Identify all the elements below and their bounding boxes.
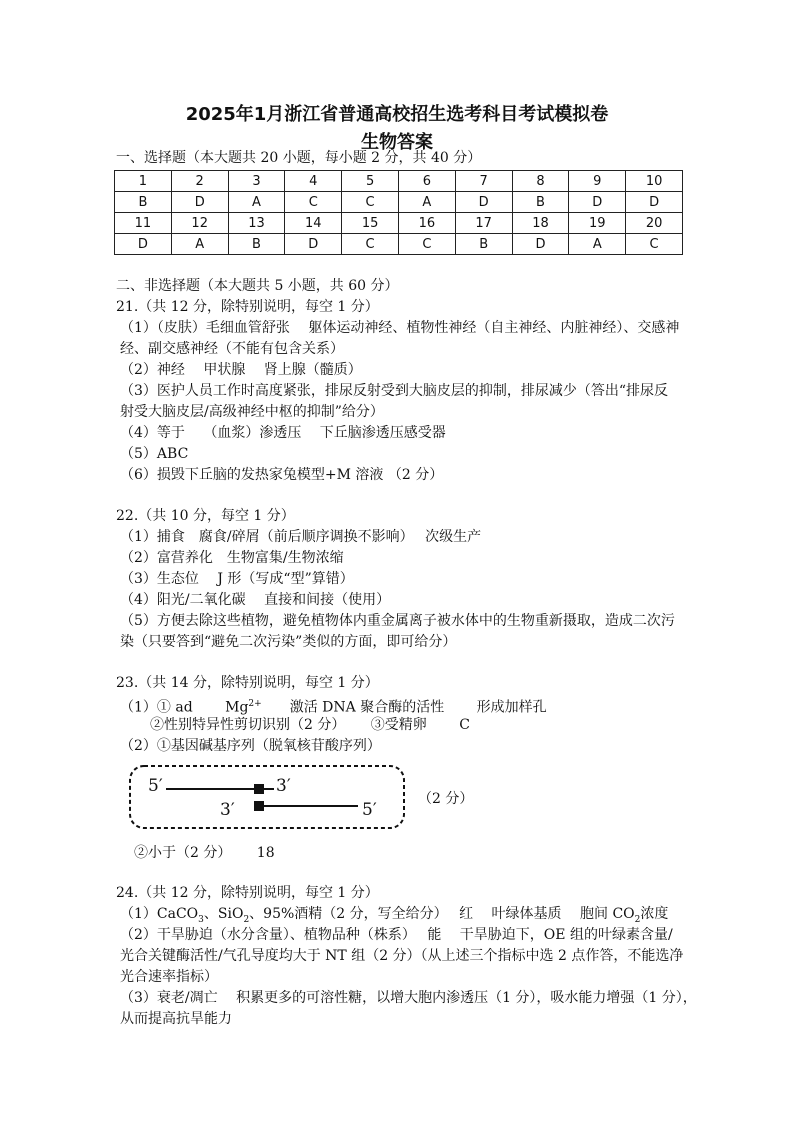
answer-table-cell: D [512, 234, 569, 255]
bottom-strand-marker [254, 801, 264, 811]
q21-line-1: （1）（皮肤）毛细血管舒张 躯体运动神经、植物性神经（自主神经、内脏神经）、交感神 [120, 320, 680, 336]
answer-table-cell: 18 [512, 213, 569, 234]
q23-line-1-sup: 2+ [248, 699, 262, 709]
q24-line-1-f: 2 [634, 914, 641, 925]
page-title: 2025年1月浙江省普通高校招生选考科目考试模拟卷 [185, 104, 609, 125]
q21-line-7: （5）ABC [120, 446, 189, 462]
q24-line-3: 光合关键酶活性/气孔导度均大于 NT 组（2 分）（从上述三个指标中选 2 点作答，不能选净 [120, 948, 684, 964]
answer-table-cell: D [285, 234, 342, 255]
q23-line-1-b: 激活 DNA 聚合酶的活性 形成加样孔 [261, 699, 547, 716]
answer-table-cell: 15 [342, 213, 399, 234]
q23-line-4: ②小于（2 分） 18 [134, 845, 275, 861]
answer-table-cell: C [342, 192, 399, 213]
answer-table-cell: 2 [171, 171, 228, 192]
answer-table-cell: 11 [115, 213, 172, 234]
q21-heading: 21.（共 12 分，除特别说明，每空 1 分） [116, 299, 379, 315]
answer-table [114, 170, 683, 255]
q24-line-1-g: 浓度 [640, 906, 669, 922]
answer-table-cell: 9 [569, 171, 626, 192]
bottom-left-label: 3′ [220, 800, 235, 820]
q22-line-3: （3）生态位 J 形（写成“型”算错） [120, 571, 354, 587]
answer-table-cell: C [626, 234, 683, 255]
answer-table-cell: 3 [228, 171, 285, 192]
q22-line-6: 染（只要答到“避免二次污染”类似的方面，即可给分） [120, 634, 457, 650]
q23-line-1-a: （1）① ad Mg [120, 699, 249, 716]
q24-line-1-c: 、SiO [203, 906, 244, 922]
answer-table-cell: B [455, 234, 512, 255]
answer-table-cell: D [569, 192, 626, 213]
q24-line-4: 光合速率指标） [120, 969, 218, 985]
q21-line-2: 经、副交感神经（不能有包含关系） [120, 341, 344, 357]
q24-line-5: （3）衰老/凋亡 积累更多的可溶性糖，以增大胞内渗透压（1 分），吸水能力增强（1 分）， [120, 990, 697, 1006]
q22-line-2: （2）富营养化 生物富集/生物浓缩 [120, 550, 344, 566]
q23-line-3: （2）①基因碱基序列（脱氧核苷酸序列） [120, 738, 381, 754]
answer-table-cell: A [171, 234, 228, 255]
answer-table-cell: 10 [626, 171, 683, 192]
answer-table-cell: D [455, 192, 512, 213]
top-strand-marker [254, 784, 264, 794]
answer-table-cell: 5 [342, 171, 399, 192]
answer-table-cell: 13 [228, 213, 285, 234]
q23-line-2: ②性别特异性剪切识别（2 分） ③受精卵 C [150, 717, 470, 733]
answer-table-cell: C [285, 192, 342, 213]
answer-table-cell: 8 [512, 171, 569, 192]
q21-line-5: 射受大脑皮层/高级神经中枢的抑制”给分） [120, 404, 384, 420]
dna-strand-svg [128, 764, 406, 830]
answer-table-row [115, 234, 683, 255]
answer-table-cell: 16 [398, 213, 455, 234]
answer-table-cell: 12 [171, 213, 228, 234]
answer-table-cell: D [115, 234, 172, 255]
q24-heading: 24.（共 12 分，除特别说明，每空 1 分） [116, 885, 379, 901]
bottom-right-label: 5′ [362, 800, 377, 820]
answer-table-cell: 17 [455, 213, 512, 234]
q22-line-5: （5）方便去除这些植物，避免植物体内重金属离子被水体中的生物重新摄取，造成二次污 [120, 613, 675, 629]
answer-table-cell: A [228, 192, 285, 213]
answer-table-cell: 20 [626, 213, 683, 234]
section1-heading: 一、选择题（本大题共 20 小题，每小题 2 分，共 40 分） [116, 150, 482, 166]
answer-table-row [115, 213, 683, 234]
q24-line-1-a: （1）CaCO [120, 906, 199, 922]
q21-line-4: （3）医护人员工作时高度紧张，排尿反射受到大脑皮层的抑制，排尿减少（答出“排尿反 [120, 383, 669, 399]
answer-table-cell: 6 [398, 171, 455, 192]
q24-line-1-e: 、95%酒精（2 分，写全给分） 红 叶绿体基质 胞间 CO [249, 906, 635, 922]
answer-table-cell: D [171, 192, 228, 213]
diagram-score: （2 分） [418, 791, 474, 807]
page-subtitle: 生物答案 [361, 132, 433, 153]
answer-table-row [115, 192, 683, 213]
answer-table-cell: 7 [455, 171, 512, 192]
q21-line-8: （6）损毁下丘脑的发热家兔模型+M 溶液 （2 分） [120, 467, 444, 483]
answer-table-cell: B [512, 192, 569, 213]
q24-line-1-b: 3 [198, 914, 204, 925]
q22-line-1: （1）捕食 腐食/碎屑（前后顺序调换不影响） 次级生产 [120, 529, 482, 545]
q24-line-6: 从而提高抗旱能力 [120, 1011, 232, 1027]
answer-table-cell: C [398, 234, 455, 255]
answer-table-cell: B [115, 192, 172, 213]
section2-heading: 二、非选择题（本大题共 5 小题，共 60 分） [116, 278, 399, 294]
answer-table-cell: B [228, 234, 285, 255]
answer-table-cell: A [569, 234, 626, 255]
q24-line-1-d: 2 [243, 914, 250, 925]
answer-table-cell: 14 [285, 213, 342, 234]
answer-table-cell: 1 [115, 171, 172, 192]
dna-strand-diagram [128, 764, 406, 830]
q24-line-2: （2）干旱胁迫（水分含量）、植物品种（株系） 能 干旱胁迫下，OE 组的叶绿素含量/ [120, 927, 673, 943]
q23-heading: 23.（共 14 分，除特别说明，每空 1 分） [116, 675, 379, 691]
q21-line-3: （2）神经 甲状腺 肾上腺（髓质） [120, 362, 362, 378]
q22-line-4: （4）阳光/二氧化碳 直接和间接（使用） [120, 592, 391, 608]
top-right-label: 3′ [276, 776, 291, 796]
answer-table-row [115, 171, 683, 192]
q22-heading: 22.（共 10 分，每空 1 分） [116, 508, 295, 524]
answer-table-cell: D [626, 192, 683, 213]
top-left-label: 5′ [148, 776, 163, 796]
answer-table-cell: 4 [285, 171, 342, 192]
q21-line-6: （4）等于 （血浆）渗透压 下丘脑渗透压感受器 [120, 425, 446, 441]
answer-table-cell: A [398, 192, 455, 213]
answer-table-cell: C [342, 234, 399, 255]
answer-table-cell: 19 [569, 213, 626, 234]
